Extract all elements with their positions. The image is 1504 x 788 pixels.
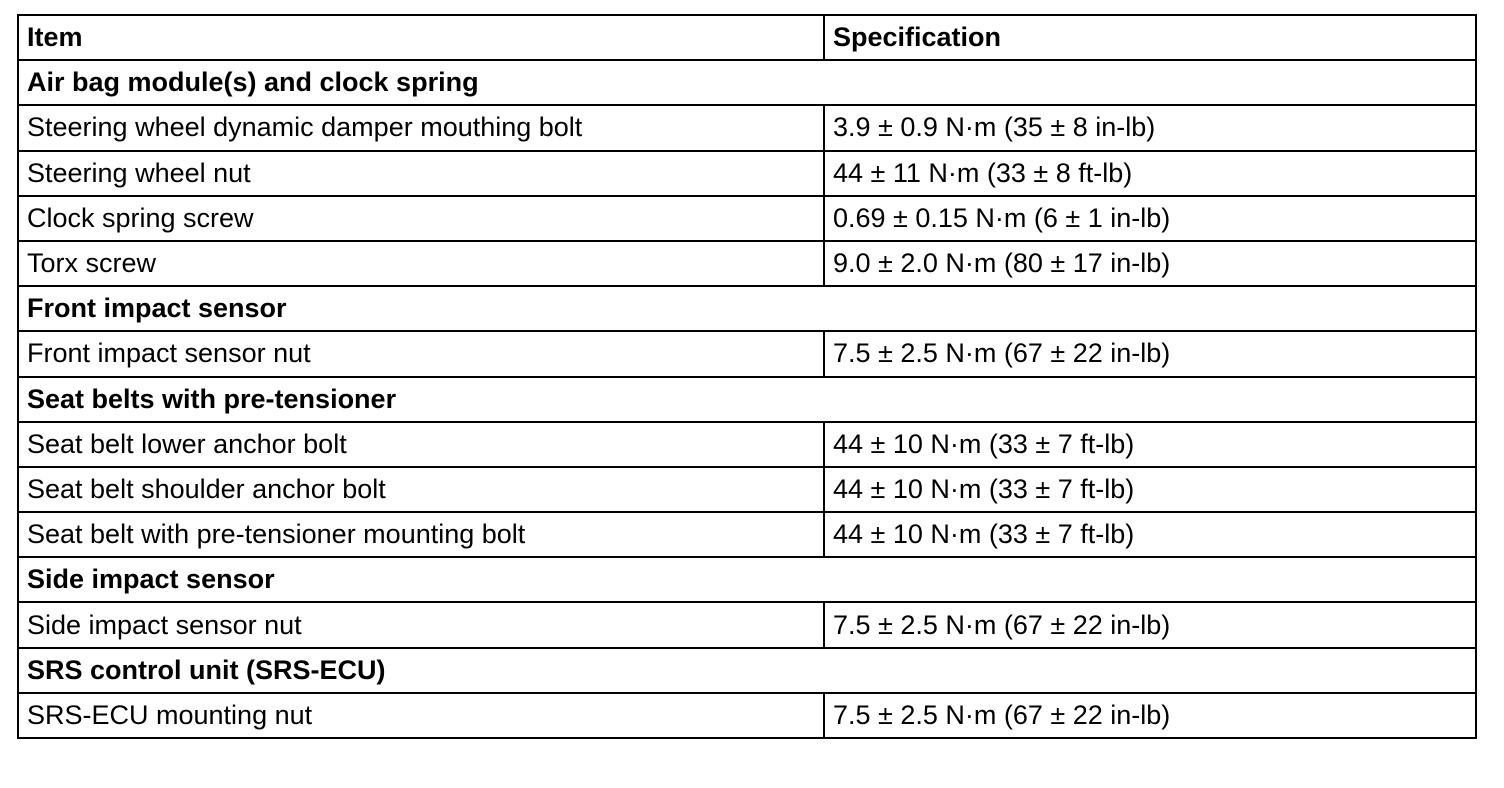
item-cell: SRS-ECU mounting nut xyxy=(18,693,824,738)
specification-cell: 44 ± 10 N·m (33 ± 7 ft-lb) xyxy=(824,512,1476,557)
section-title: Seat belts with pre-tensioner xyxy=(18,377,1476,422)
item-cell: Front impact sensor nut xyxy=(18,331,824,376)
table-row xyxy=(18,151,1476,196)
table-row xyxy=(18,331,1476,376)
section-row xyxy=(18,377,1476,422)
item-cell: Torx screw xyxy=(18,241,824,286)
section-title: Side impact sensor xyxy=(18,557,1476,602)
table-row xyxy=(18,602,1476,647)
header-specification: Specification xyxy=(824,15,1476,60)
header-item: Item xyxy=(18,15,824,60)
item-cell: Clock spring screw xyxy=(18,196,824,241)
table-row xyxy=(18,467,1476,512)
section-row xyxy=(18,648,1476,693)
table-row xyxy=(18,512,1476,557)
table-row xyxy=(18,241,1476,286)
specification-cell: 3.9 ± 0.9 N·m (35 ± 8 in-lb) xyxy=(824,105,1476,150)
specification-table xyxy=(17,14,1477,739)
specification-cell: 7.5 ± 2.5 N·m (67 ± 22 in-lb) xyxy=(824,693,1476,738)
table-row xyxy=(18,422,1476,467)
item-cell: Steering wheel nut xyxy=(18,151,824,196)
specification-cell: 7.5 ± 2.5 N·m (67 ± 22 in-lb) xyxy=(824,602,1476,647)
specification-cell: 44 ± 11 N·m (33 ± 8 ft-lb) xyxy=(824,151,1476,196)
section-title: Front impact sensor xyxy=(18,286,1476,331)
item-cell: Steering wheel dynamic damper mouthing bolt xyxy=(18,105,824,150)
item-cell: Seat belt lower anchor bolt xyxy=(18,422,824,467)
section-row xyxy=(18,557,1476,602)
table-row xyxy=(18,693,1476,738)
specification-cell: 0.69 ± 0.15 N·m (6 ± 1 in-lb) xyxy=(824,196,1476,241)
header-row xyxy=(18,15,1476,60)
table-row xyxy=(18,196,1476,241)
table-row xyxy=(18,105,1476,150)
section-title: Air bag module(s) and clock spring xyxy=(18,60,1476,105)
section-title: SRS control unit (SRS-ECU) xyxy=(18,648,1476,693)
item-cell: Side impact sensor nut xyxy=(18,602,824,647)
specification-cell: 44 ± 10 N·m (33 ± 7 ft-lb) xyxy=(824,467,1476,512)
item-cell: Seat belt with pre-tensioner mounting bolt xyxy=(18,512,824,557)
specification-cell: 9.0 ± 2.0 N·m (80 ± 17 in-lb) xyxy=(824,241,1476,286)
section-row xyxy=(18,60,1476,105)
item-cell: Seat belt shoulder anchor bolt xyxy=(18,467,824,512)
section-row xyxy=(18,286,1476,331)
specification-cell: 44 ± 10 N·m (33 ± 7 ft-lb) xyxy=(824,422,1476,467)
specification-cell: 7.5 ± 2.5 N·m (67 ± 22 in-lb) xyxy=(824,331,1476,376)
table-body xyxy=(18,60,1476,738)
